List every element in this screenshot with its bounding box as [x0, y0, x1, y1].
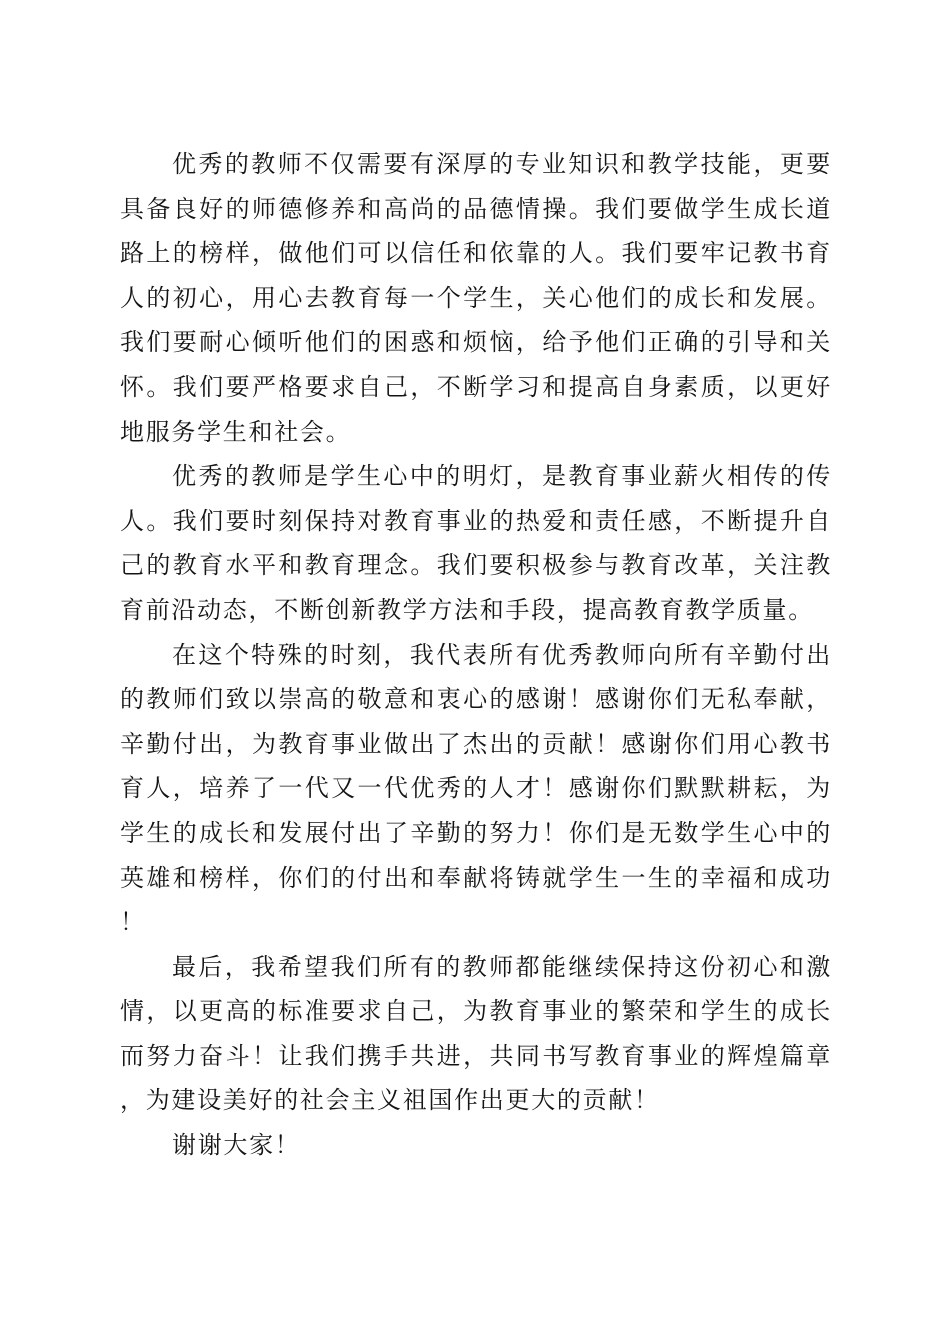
paragraph-teacher-qualities: 优秀的教师不仅需要有深厚的专业知识和教学技能，更要具备良好的师德修养和高尚的品德情操。我们要做学生成长道路上的榜样，做他们可以信任和依靠的人。我们要牢记教书育人的初心，用心去教育每一个学生，关心他们的成长和发展。我们要耐心倾听他们的困惑和烦恼，给予他们正确的引导和关怀。我们要严格要求自己，不断学习和提高自身素质，以更好地服务学生和社会。: [120, 150, 832, 446]
paragraph-gratitude: 在这个特殊的时刻，我代表所有优秀教师向所有辛勤付出的教师们致以崇高的敬意和衷心的感谢！感谢你们无私奉献，辛勤付出，为教育事业做出了杰出的贡献！感谢你们用心教书育人，培养了一代又一代优秀的人才！感谢你们默默耕耘，为学生的成长和发展付出了辛勤的努力！你们是无数学生心中的英雄和榜样，你们的付出和奉献将铸就学生一生的幸福和成功！: [120, 640, 832, 937]
paragraph-thanks: 谢谢大家！: [172, 1131, 301, 1160]
speech-body: [120, 142, 832, 1168]
paragraph-closing-hope: 最后，我希望我们所有的教师都能继续保持这份初心和激情，以更高的标准要求自己，为教育事业的繁荣和学生的成长而努力奋斗！让我们携手共进，共同书写教育事业的辉煌篇章，为建设美好的社会主义祖国作出更大的贡献！: [120, 952, 832, 1115]
paragraph-guiding-light: 优秀的教师是学生心中的明灯，是教育事业薪火相传的传人。我们要时刻保持对教育事业的热爱和责任感，不断提升自己的教育水平和教育理念。我们要积极参与教育改革，关注教育前沿动态，不断创新教学方法和手段，提高教育教学质量。: [120, 462, 832, 624]
